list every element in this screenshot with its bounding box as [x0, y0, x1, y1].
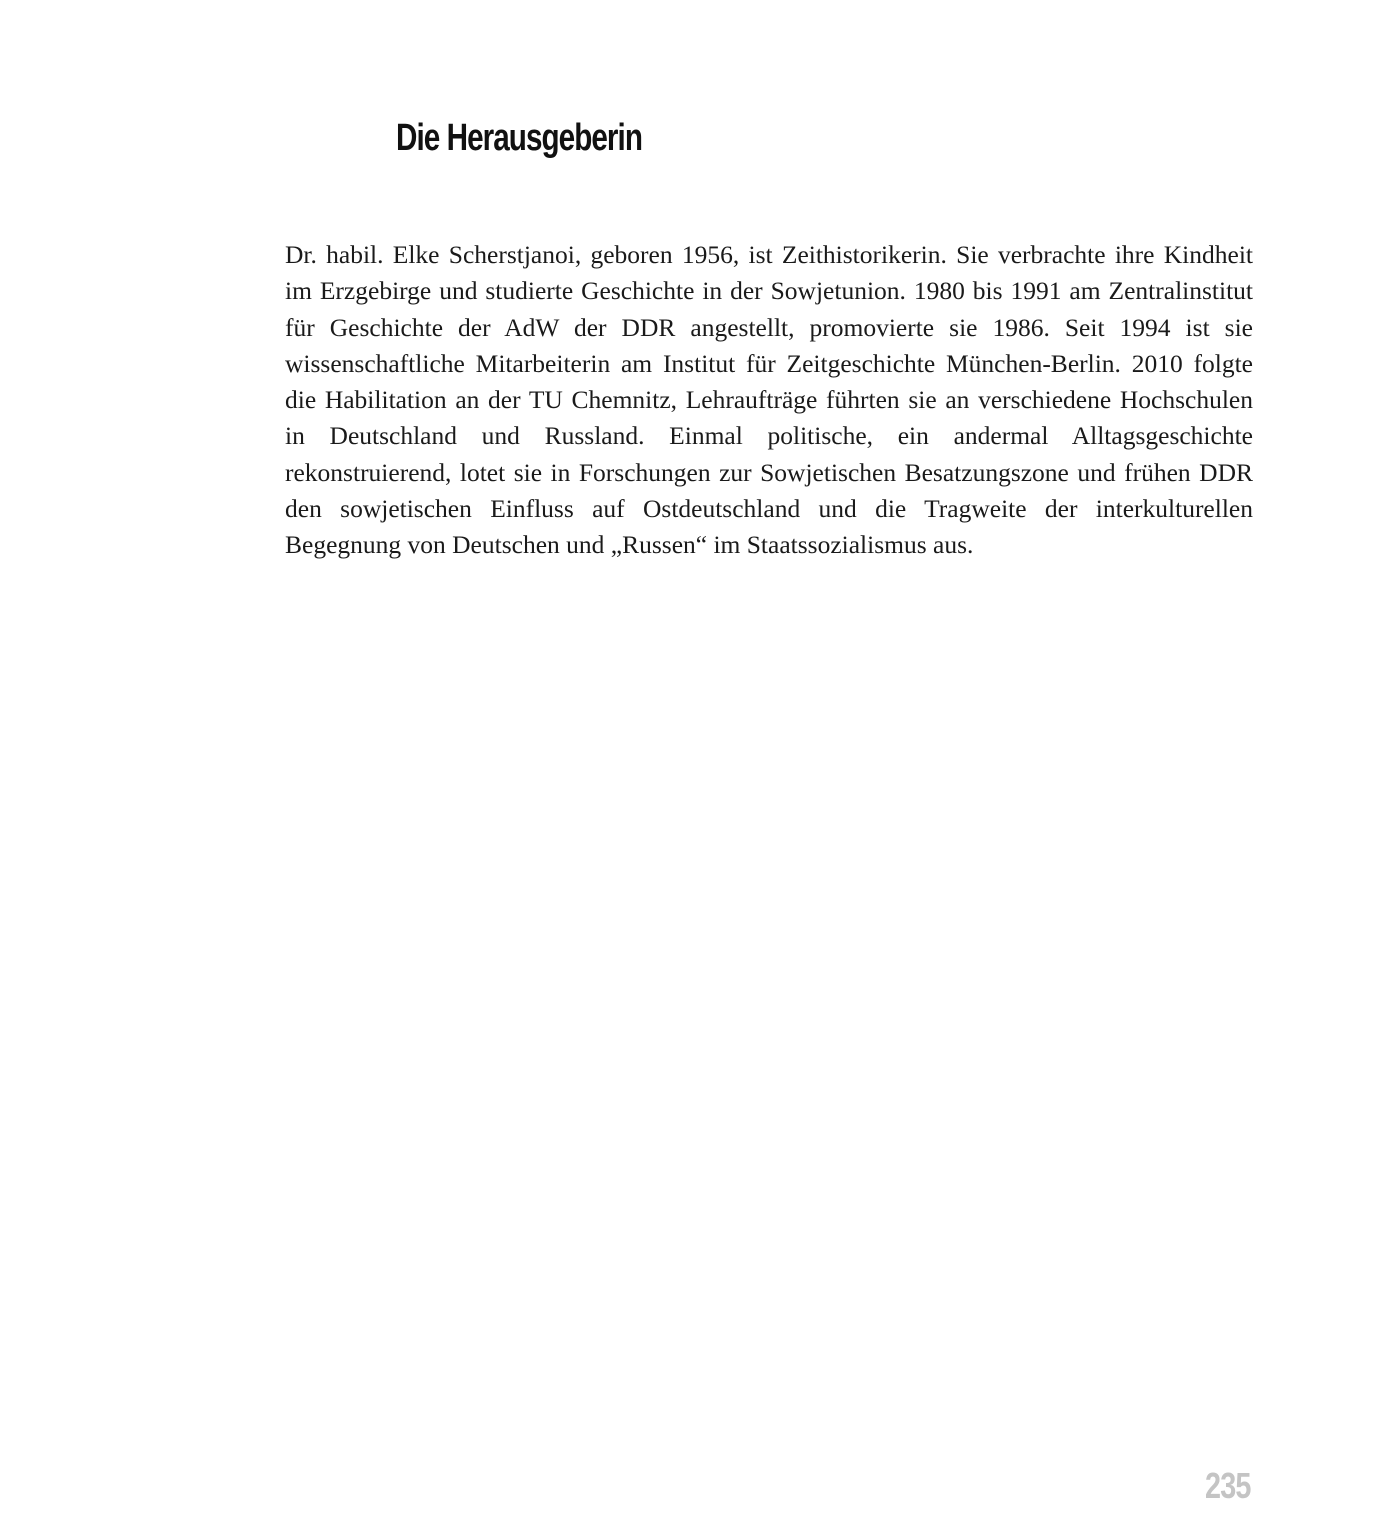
page-number: 235 — [1205, 1465, 1251, 1506]
section-heading: Die Herausgeberin — [396, 117, 643, 159]
biography-paragraph: Dr. habil. Elke Scherstjanoi, geboren 1956, ist Zeithistorikerin. Sie verbrachte ihre Kindheit im Erzgebirge und studierte Geschichte in der Sowjetunion. 1980 bis 1991 am Zentralinstitut für Geschichte der AdW der DDR angestellt, promovierte sie 1986. Seit 1994 ist sie wissenschaftliche Mitarbeiterin am Institut für Zeitgeschichte München-Berlin. 2010 folgte die Habilitation an der TU Chemnitz, Lehraufträge führten sie an verschiedene Hochschulen in Deutschland und Russland. Einmal politische, ein andermal Alltagsgeschichte rekonstruierend, lotet sie in Forschungen zur Sowjetischen Besatzungszone und frühen DDR den sowjetischen Einfluss auf Ostdeutschland und die Tragweite der interkulturellen Begegnung von Deutschen und „Russen“ im Staatssozialismus aus. — [285, 240, 1253, 560]
